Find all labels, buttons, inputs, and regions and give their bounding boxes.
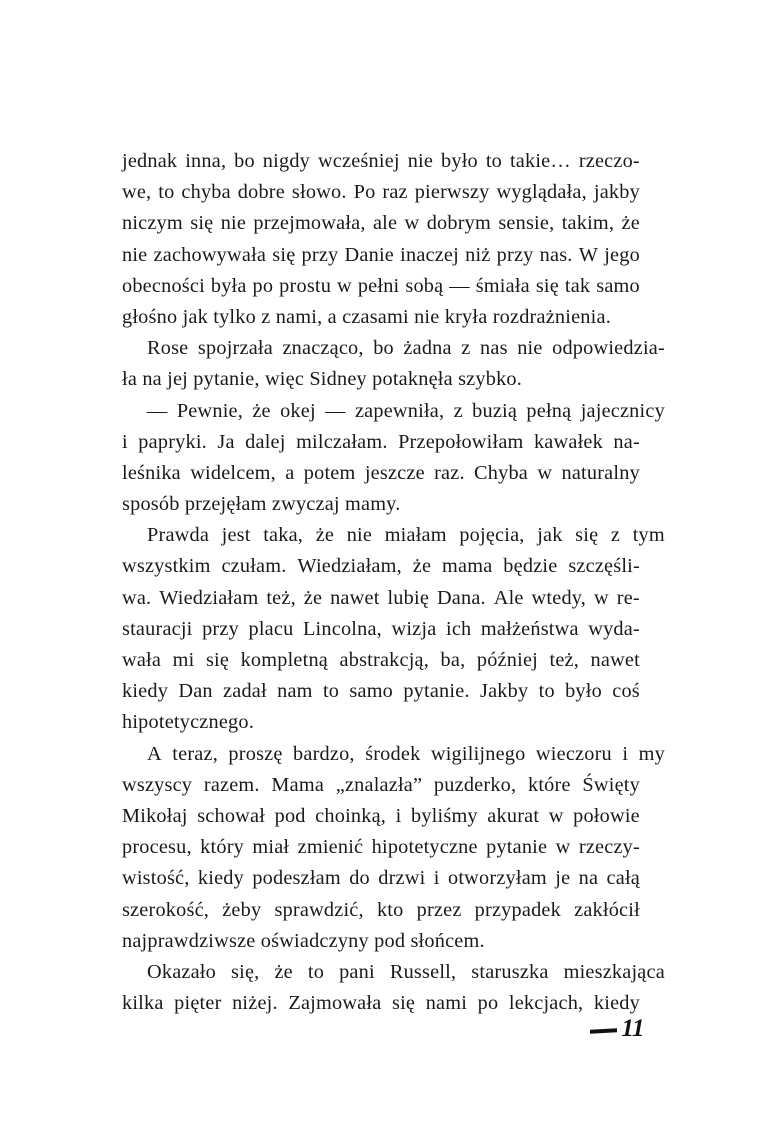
word: niż [465, 243, 491, 266]
text-line [122, 551, 640, 582]
word: wa. [122, 586, 152, 609]
text-line [122, 583, 640, 614]
word: w [555, 836, 571, 859]
word: kawałek [533, 430, 603, 453]
word: raz [382, 181, 408, 204]
word: że [315, 524, 335, 547]
word: wizja [391, 617, 437, 640]
word: jakby [593, 181, 640, 204]
word: stauracji [122, 617, 193, 640]
word: też, [549, 649, 580, 671]
word: Okazało [147, 960, 216, 983]
text-line [122, 801, 640, 832]
word: że [621, 212, 640, 235]
word: odpowiedzia- [552, 337, 665, 360]
text-line [122, 458, 640, 489]
word: re- [616, 586, 640, 609]
word: wyda- [588, 617, 640, 640]
word: procesu, [122, 836, 192, 859]
word: że [252, 399, 271, 422]
word: Po [353, 181, 376, 204]
word: że [303, 586, 323, 609]
word: pojęcia, [459, 524, 525, 547]
word: akurat [487, 804, 540, 827]
word: bo [234, 150, 255, 172]
word: z [453, 399, 463, 422]
word: zakłócił [574, 898, 640, 921]
word: pytanie [486, 836, 548, 859]
word: że [412, 555, 432, 578]
word: na [578, 867, 599, 890]
word: Rose [147, 337, 189, 360]
word: staruszka [471, 960, 549, 983]
word: miałam [384, 524, 447, 547]
word: Russell, [389, 960, 457, 983]
word: Dan [178, 680, 213, 703]
text-line [122, 146, 640, 177]
text-line [122, 333, 665, 364]
word: dalej [245, 430, 286, 453]
word: tym [632, 524, 665, 547]
word: samo [596, 274, 640, 297]
word: leśnika [122, 461, 181, 484]
word: była [210, 274, 247, 297]
word: będzie [503, 555, 558, 578]
word: jest [221, 524, 251, 547]
word: jednak [122, 150, 178, 172]
word: widelcem, [190, 461, 276, 484]
word: jajecznicy [580, 399, 665, 422]
word: Ale [493, 586, 524, 609]
word: pełną [526, 399, 572, 422]
word: Ja [217, 430, 235, 453]
word: się [575, 524, 599, 547]
word: pytanie. [403, 680, 470, 703]
word: Chyba [474, 461, 529, 484]
word: dobrym [426, 212, 491, 235]
word: się, [231, 960, 260, 983]
word: podeszłam [252, 867, 341, 890]
text-line [122, 895, 640, 926]
text-line [122, 177, 640, 208]
word: nigdy [262, 150, 311, 172]
word: bo [373, 337, 394, 360]
word: nas [480, 337, 508, 360]
paragraph [122, 146, 640, 333]
word: milczałam. [296, 430, 388, 453]
word: Wiedziałam [159, 586, 259, 609]
word: nie [220, 212, 247, 235]
text-line: głośno jak tylko z nami, a czasami nie kryła rozdrażnienia. [122, 305, 611, 328]
word: A [147, 742, 162, 765]
word: we, [122, 181, 152, 204]
text-line [122, 645, 640, 676]
word: wtedy, [531, 586, 587, 609]
word: razem. [203, 773, 260, 796]
text-line [122, 988, 640, 1019]
word: choinką, [315, 804, 387, 827]
word: który [200, 836, 244, 859]
text-line: najprawdziwsze oświadczyny pod słońcem. [122, 929, 485, 952]
word: że [274, 960, 293, 983]
word: inaczej [400, 243, 459, 266]
word: wszystkim [122, 555, 211, 578]
word: po [252, 274, 274, 297]
word: w [404, 212, 420, 235]
text-line [122, 396, 665, 427]
word: kilka [122, 992, 164, 1015]
paragraph [122, 739, 665, 957]
word: przypadek [474, 898, 561, 921]
word: Przepołowiłam [398, 430, 524, 453]
word: Dana. [436, 586, 486, 609]
word: zapewniła, [354, 399, 445, 422]
word: się [272, 243, 296, 266]
word: niczym [122, 212, 183, 235]
word: się [205, 649, 230, 671]
word: w [548, 804, 564, 827]
word: i [122, 430, 128, 453]
word: całą [606, 867, 640, 890]
word: to [485, 150, 503, 172]
word: się [535, 274, 559, 297]
word: puzderko, [433, 773, 517, 796]
word: spojrzała [197, 337, 273, 360]
word: śmiała [475, 274, 530, 297]
text-line [122, 863, 640, 894]
word: my [638, 742, 665, 765]
word: chyba [181, 181, 231, 204]
word: mi [172, 649, 195, 671]
word: przejmowała, [253, 212, 366, 235]
text-line: ła na jej pytanie, więc Sidney potaknęła szybko. [122, 368, 523, 391]
folio-inner [590, 1016, 644, 1041]
word: raz. [434, 461, 465, 484]
text-line [122, 520, 665, 551]
word: lekcjach, [508, 992, 584, 1015]
paragraph [122, 957, 665, 1019]
word: dobre [237, 181, 285, 204]
word: lubię [387, 586, 430, 609]
word: nam [277, 680, 313, 703]
word: Pewnie, [176, 399, 244, 422]
word: otworzyłam [447, 867, 547, 890]
text-line: sposób przejęłam zwyczaj mamy. [122, 493, 401, 516]
word: rzeczy- [578, 836, 640, 859]
word: drzwi [378, 867, 426, 890]
text-line [122, 614, 640, 645]
word: nawet [330, 586, 380, 609]
word: szerokość, [122, 898, 210, 921]
word: to [158, 181, 175, 204]
word: jego [604, 243, 640, 266]
word: „znalazła” [335, 773, 423, 796]
word: Święty [582, 773, 640, 796]
word: zachowywała [153, 243, 267, 266]
word: sprawdzić, [274, 898, 364, 921]
word: w [537, 461, 553, 484]
word: niżej. [232, 992, 278, 1015]
word: nie [517, 337, 543, 360]
word: jeszcze [364, 461, 425, 484]
word: placu [248, 617, 294, 640]
word: coś [612, 680, 640, 703]
word: bardzo, [293, 742, 355, 765]
word: nawet [590, 649, 640, 671]
text-line [122, 271, 640, 302]
word: Lincolna, [302, 617, 382, 640]
word: kiedy [593, 992, 640, 1015]
word: kiedy [197, 867, 244, 890]
word: małżeństwa [480, 617, 579, 640]
word: rzeczo- [578, 150, 640, 172]
word: przy [301, 243, 339, 266]
word: obecności [122, 274, 205, 297]
word: nie [122, 243, 148, 266]
text-line [122, 240, 640, 271]
folio-dash-icon [590, 1028, 617, 1033]
word: pięter [174, 992, 222, 1015]
word: przez [416, 898, 462, 921]
word: i [433, 867, 440, 890]
text-line [122, 739, 665, 770]
word: Mama [271, 773, 325, 796]
word: się [190, 212, 214, 235]
word: inna, [185, 150, 227, 172]
word: teraz, [172, 742, 218, 765]
page-folio [0, 1016, 760, 1062]
word: pełni [357, 274, 400, 297]
word: buzią [472, 399, 518, 422]
word: słowo. [291, 181, 347, 204]
word: znacząco, [282, 337, 364, 360]
word: i [395, 804, 402, 827]
word: pod [274, 804, 306, 827]
word: Zajmowała [288, 992, 382, 1015]
word: przy [496, 243, 534, 266]
word: samo [349, 680, 394, 703]
word: które [528, 773, 571, 796]
word: papryki. [138, 430, 207, 453]
word: kto [376, 898, 404, 921]
word: to [307, 960, 325, 983]
word: proszę [228, 742, 283, 765]
word: się [391, 992, 416, 1015]
word: wcześniej [317, 150, 400, 172]
paragraph [122, 520, 665, 738]
paragraph [122, 396, 665, 521]
word: wszyscy [122, 773, 193, 796]
word: w [594, 586, 609, 609]
word: zmienić [297, 836, 364, 859]
word: na- [613, 430, 640, 453]
word: takie… [509, 150, 571, 172]
body-text-block [122, 146, 665, 1019]
word: sobą [405, 274, 444, 297]
word: nie [346, 524, 373, 547]
word: Jakby [479, 680, 529, 703]
word: wieczoru [535, 742, 612, 765]
word: wigilijnego [430, 742, 526, 765]
word: w [337, 274, 352, 297]
word: abstrakcją, [339, 649, 430, 671]
word: było [565, 680, 602, 703]
word: z [461, 337, 471, 360]
word: żeby [222, 898, 262, 921]
text-line [122, 770, 640, 801]
text-line [122, 427, 640, 458]
word: ba, [440, 649, 466, 671]
word: byliśmy [410, 804, 478, 827]
word: i [622, 742, 629, 765]
word: sensie, [498, 212, 555, 235]
word: z [610, 524, 621, 547]
word: Prawda [147, 524, 210, 547]
word: kompletną [240, 649, 329, 671]
word: czułam. [221, 555, 287, 578]
word: nas. [539, 243, 573, 266]
word: Wiedziałam, [297, 555, 402, 578]
word: wała [122, 649, 162, 671]
word: wistość, [122, 867, 190, 890]
word: potem [303, 461, 356, 484]
word: Mikołaj [122, 804, 188, 827]
word: to [322, 680, 340, 703]
word: taka, [263, 524, 304, 547]
word: W [578, 243, 599, 266]
text-line [122, 676, 640, 707]
word: połowie [573, 804, 640, 827]
text-line: hipotetycznego. [122, 711, 255, 734]
word: mieszkająca [563, 960, 665, 983]
word: — [325, 399, 346, 422]
word: po [477, 992, 499, 1015]
word: — [147, 399, 168, 422]
word: Danie [344, 243, 394, 266]
word: mama [442, 555, 493, 578]
word: jak [537, 524, 563, 547]
word: miał [252, 836, 290, 859]
word: schował [197, 804, 266, 827]
word: to [538, 680, 555, 703]
word: tak [564, 274, 591, 297]
page-number: 11 [621, 1015, 644, 1042]
word: ale [372, 212, 398, 235]
word: je [555, 867, 571, 890]
word: pani [339, 960, 375, 983]
word: później [476, 649, 538, 671]
word: szczęśli- [568, 555, 640, 578]
word: do [349, 867, 370, 890]
word: też, [266, 586, 296, 609]
word: nie [407, 150, 434, 172]
text-line [122, 208, 640, 239]
word: wyglądała, [496, 181, 587, 204]
word: okej [280, 399, 316, 422]
word: naturalny [561, 461, 640, 484]
word: ich [445, 617, 472, 640]
word: kiedy [122, 680, 169, 703]
word: było [441, 150, 478, 172]
word: pierwszy [414, 181, 490, 204]
word: przy [202, 617, 239, 640]
paragraph [122, 333, 665, 395]
word: żadna [403, 337, 452, 360]
text-line [122, 957, 665, 988]
word: prostu [279, 274, 332, 297]
word: hipotetyczne [371, 836, 478, 859]
word: takim, [561, 212, 615, 235]
word: środek [365, 742, 421, 765]
word: — [449, 274, 470, 297]
word: nami [425, 992, 468, 1015]
text-line [122, 832, 640, 863]
word: a [285, 461, 295, 484]
word: zadał [223, 680, 267, 703]
